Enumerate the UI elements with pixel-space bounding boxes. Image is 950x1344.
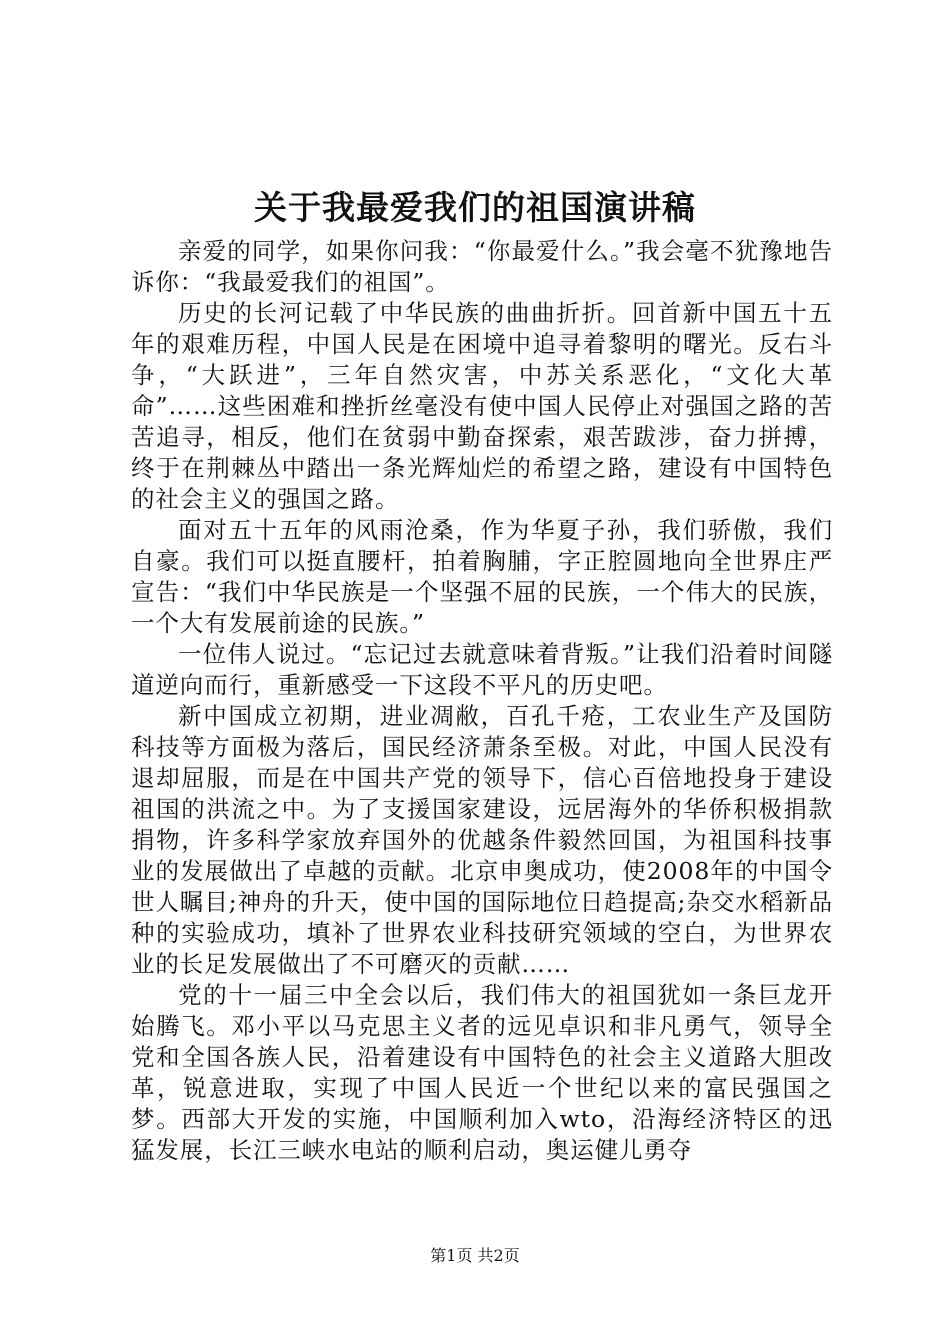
paragraph-1: 亲爱的同学，如果你问我：“你最爱什么。”我会毫不犹豫地告诉你：“我最爱我们的祖国”。 — [131, 237, 833, 296]
paragraph-6: 党的十一届三中全会以后，我们伟大的祖国犹如一条巨龙开始腾飞。邓小平以马克思主义者的远见卓识和非凡勇气，领导全党和全国各族人民，沿着建设有中国特色的社会主义道路大胆改革，锐意进取，实现了中国人民近一个世纪以来的富民强国之梦。西部大开发的实施，中国顺利加入wto，沿海经济特区的迅猛发展，长江三峡水电站的顺利启动，奥运健儿勇夺 — [131, 981, 833, 1164]
paragraph-3: 面对五十五年的风雨沧桑，作为华夏子孙，我们骄傲，我们自豪。我们可以挺直腰杆，拍着胸脯，字正腔圆地向全世界庄严宣告：“我们中华民族是一个坚强不屈的民族，一个伟大的民族，一个大有发展前途的民族。” — [131, 516, 833, 637]
paragraph-4: 一位伟人说过。“忘记过去就意味着背叛。”让我们沿着时间隧道逆向而行，重新感受一下这段不平凡的历史吧。 — [131, 640, 833, 699]
paragraph-2: 历史的长河记载了中华民族的曲曲折折。回首新中国五十五年的艰难历程，中国人民是在困境中追寻着黎明的曙光。反右斗争，“大跃进”，三年自然灾害，中苏关系恶化，“文化大革命”……这些困难和挫折丝毫没有使中国人民停止对强国之路的苦苦追寻，相反，他们在贫弱中勤奋探索，艰苦跋涉，奋力拼搏，终于在荆棘丛中踏出一条光辉灿烂的希望之路，建设有中国特色的社会主义的强国之路。 — [131, 299, 833, 513]
page-number-footer: 第1页 共2页 — [430, 1246, 520, 1265]
paragraph-5: 新中国成立初期，进业凋敝，百孔千疮，工农业生产及国防科技等方面极为落后，国民经济萧条至极。对此，中国人民没有退却屈服，而是在中国共产党的领导下，信心百倍地投身于建设祖国的洪流之中。为了支援国家建设，远居海外的华侨积极捐款捐物，许多科学家放弃国外的优越条件毅然回国，为祖国科技事业的发展做出了卓越的贡献。北京申奥成功，使2008年的中国令世人瞩目;神舟的升天，使中国的国际地位日趋提高;杂交水稻新品种的实验成功，填补了世界农业科技研究领域的空白，为世界农业的长足发展做出了不可磨灭的贡献…… — [131, 702, 833, 978]
document-body — [131, 236, 833, 1166]
document-title: 关于我最爱我们的祖国演讲稿 — [254, 188, 696, 227]
